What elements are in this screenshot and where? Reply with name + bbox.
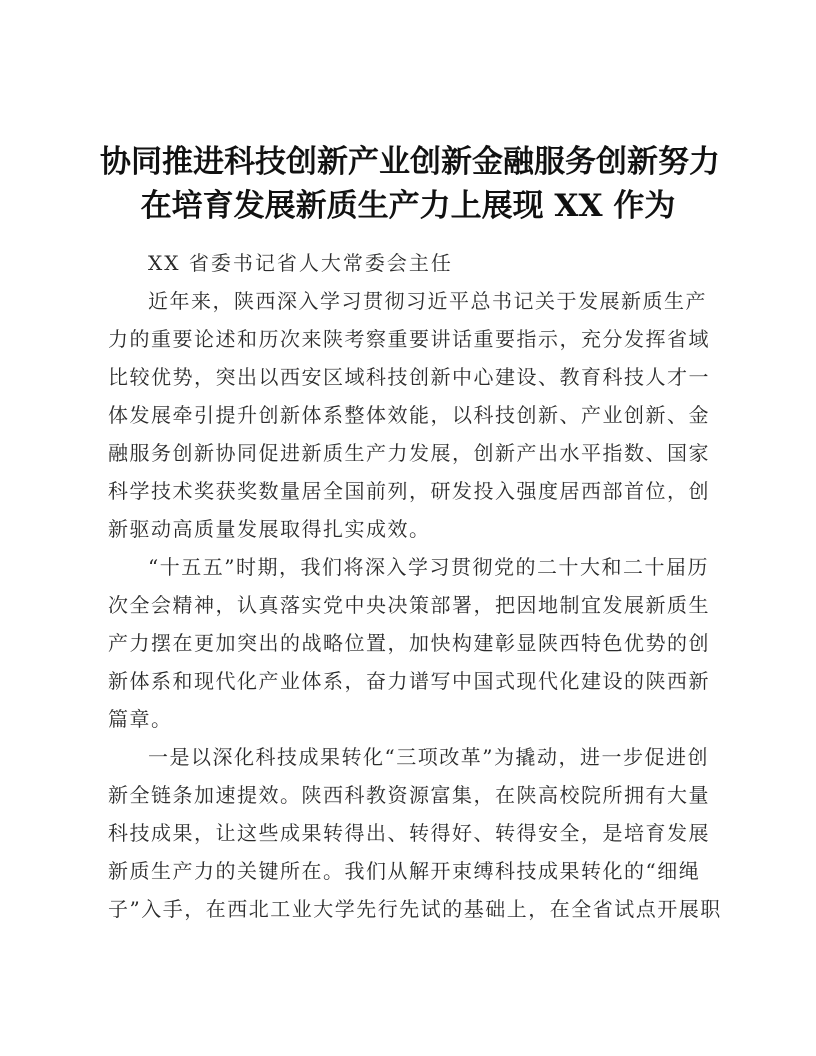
title-line-1: 协同推进科技创新产业创新金融服务创新努力 bbox=[100, 144, 720, 180]
paragraph-line: 近年来，陕西深入学习贯彻习近平总书记关于发展新质生产 bbox=[148, 289, 707, 313]
paragraph-line: 新体系和现代化产业体系，奋力谱写中国式现代化建设的陕西新 bbox=[108, 669, 710, 693]
paragraph-3 bbox=[108, 738, 722, 928]
paragraph-line: 新驱动高质量发展取得扎实成效。 bbox=[108, 517, 431, 541]
document-title bbox=[100, 140, 720, 228]
paragraph-line: 新全链条加速提效。陕西科教资源富集，在陕高校院所拥有大量 bbox=[108, 783, 710, 807]
paragraph-line: 子”入手，在西北工业大学先行先试的基础上，在全省试点开展职 bbox=[108, 897, 722, 921]
paragraph-line: 一是以深化科技成果转化“三项改革”为撬动，进一步促进创 bbox=[148, 745, 709, 769]
paragraph-line: 新质生产力的关键所在。我们从解开束缚科技成果转化的“细绳 bbox=[108, 859, 701, 883]
paragraph-line: 篇章。 bbox=[108, 707, 173, 731]
paragraph-line: 融服务创新协同促进新质生产力发展，创新产出水平指数、国家 bbox=[108, 441, 710, 465]
paragraph-line: 比较优势，突出以西安区域科技创新中心建设、教育科技人才一 bbox=[108, 365, 710, 389]
paragraph-line: 科技成果，让这些成果转得出、转得好、转得安全，是培育发展 bbox=[108, 821, 710, 845]
author-line: XX 省委书记省人大常委会主任 bbox=[148, 251, 453, 275]
title-line-2: 在培育发展新质生产力上展现 XX 作为 bbox=[140, 188, 676, 224]
paragraph-2 bbox=[108, 548, 710, 738]
paragraph-line: 体发展牵引提升创新体系整体效能，以科技创新、产业创新、金 bbox=[108, 403, 710, 427]
paragraph-line: 产力摆在更加突出的战略位置，加快构建彰显陕西特色优势的创 bbox=[108, 631, 710, 655]
paragraph-line: 次全会精神，认真落实党中央决策部署，把因地制宜发展新质生 bbox=[108, 593, 710, 617]
paragraph-line: 力的重要论述和历次来陕考察重要讲话重要指示，充分发挥省域 bbox=[108, 327, 710, 351]
paragraph-line: “十五五”时期，我们将深入学习贯彻党的二十大和二十届历 bbox=[148, 555, 709, 579]
document-body bbox=[108, 244, 722, 928]
paragraph-1 bbox=[108, 282, 710, 548]
paragraph-line: 科学技术奖获奖数量居全国前列，研发投入强度居西部首位，创 bbox=[108, 479, 710, 503]
